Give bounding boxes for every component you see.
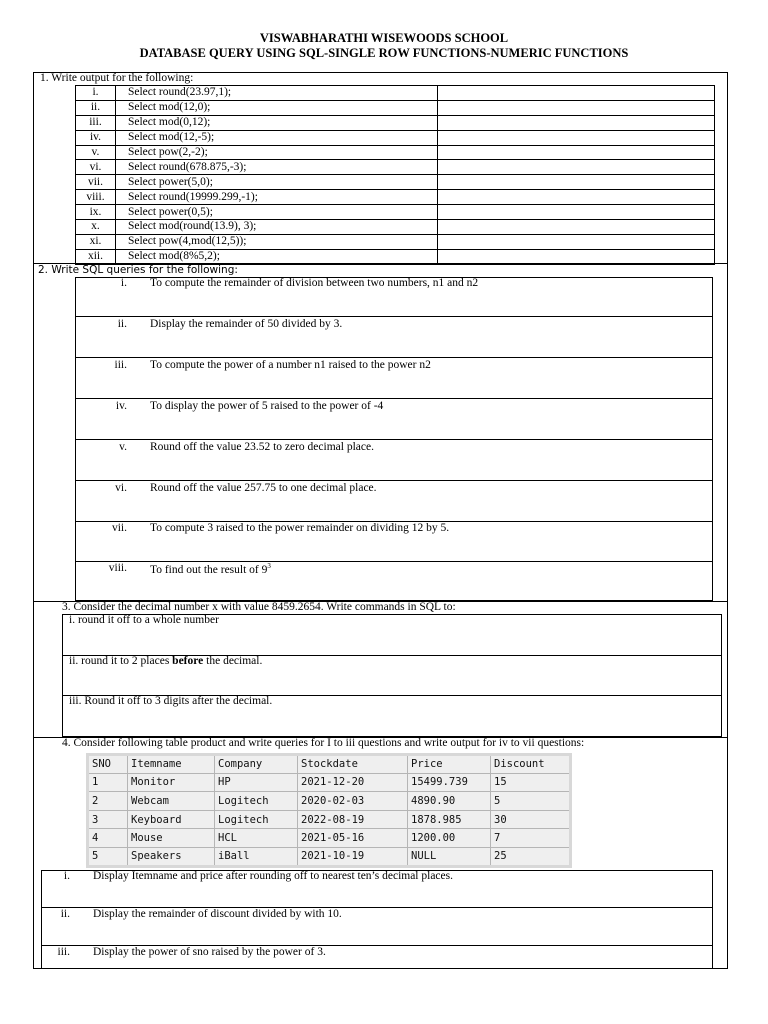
q1-item-number: iv. — [76, 130, 116, 145]
q1-answer-cell — [437, 115, 714, 130]
q2-item — [75, 441, 713, 481]
q1-row — [76, 130, 715, 145]
q2-item-number: i. — [120, 277, 127, 289]
table-cell: 2021-12-20 — [298, 773, 408, 792]
table-row — [88, 810, 571, 829]
q3-item-2: ii. round it to 2 places before the decimal. — [69, 655, 263, 667]
column-header: Price — [408, 755, 491, 774]
q1-item-number: vii. — [76, 175, 116, 190]
q2-item-label: Round off the value 23.52 to zero decimal place. — [150, 441, 374, 453]
column-header: Company — [215, 755, 298, 774]
table-cell: Logitech — [215, 810, 298, 829]
column-header: Discount — [491, 755, 571, 774]
q2-item — [75, 522, 713, 562]
table-cell: 1878.985 — [408, 810, 491, 829]
q3-item-1: i. round it off to a whole number — [69, 614, 219, 626]
table-cell: Monitor — [128, 773, 215, 792]
product-table-header — [88, 755, 571, 774]
q2-item-number: vi. — [115, 482, 127, 494]
q1-row — [76, 100, 715, 115]
q2-item — [75, 562, 713, 602]
table-cell: HP — [215, 773, 298, 792]
q2-item-text — [150, 400, 383, 412]
q1-answer-cell — [437, 160, 714, 175]
q1-title: 1. Write output for the following: — [40, 72, 194, 84]
q1-answer-cell — [437, 100, 714, 115]
q2-title: 2. Write SQL queries for the following: — [38, 264, 238, 276]
table-cell: 7 — [491, 829, 571, 848]
q2-item — [75, 318, 713, 358]
table-cell: 15499.739 — [408, 773, 491, 792]
q2-item-label: To compute 3 raised to the power remainder on dividing 12 by 5. — [150, 522, 450, 534]
table-cell: iBall — [215, 847, 298, 866]
q2-item — [75, 482, 713, 522]
q2-item-number: vii. — [111, 522, 127, 534]
q2-item-text — [150, 277, 478, 289]
q2-item-text — [150, 441, 374, 453]
q2-item — [75, 400, 713, 440]
table-cell: 2021-10-19 — [298, 847, 408, 866]
column-header: Stockdate — [298, 755, 408, 774]
table-cell: 2021-05-16 — [298, 829, 408, 848]
table-row — [88, 847, 571, 866]
q2-item-label: To compute the power of a number n1 raised to the power n2 — [150, 359, 431, 371]
q4-item-number: i. — [63, 870, 70, 882]
q4-item-number: ii. — [60, 908, 70, 920]
q3-item-3: iii. Round it off to 3 digits after the decimal. — [69, 695, 273, 707]
table-cell: 3 — [88, 810, 128, 829]
q2-item-text — [150, 482, 377, 494]
q3-title: 3. Consider the decimal number x with value 8459.2654. Write commands in SQL to: — [62, 601, 456, 613]
q4-item — [41, 946, 713, 984]
table-cell: 5 — [491, 792, 571, 811]
q1-answer-cell — [437, 86, 714, 101]
q1-answer-cell — [437, 249, 714, 264]
q2-item-label: Round off the value 257.75 to one decimal place. — [150, 482, 377, 494]
q2-item-number: iv. — [115, 400, 127, 412]
table-cell: 4890.90 — [408, 792, 491, 811]
q4-title: 4. Consider following table product and write queries for I to iii questions and write output for iv to vii questions: — [62, 737, 585, 749]
q1-item-query: Select mod(12,0); — [115, 100, 437, 115]
table-row — [88, 829, 571, 848]
q2-item-text — [150, 522, 449, 534]
table-cell: 1200.00 — [408, 829, 491, 848]
table-cell: 15 — [491, 773, 571, 792]
q1-answer-cell — [437, 145, 714, 160]
q2-item-label: To find out the result of 9 — [150, 563, 268, 576]
product-table — [86, 753, 572, 868]
q4-item-text: Display the remainder of discount divided by with 10. — [93, 908, 342, 920]
q2-item-label: To display the power of 5 raised to the power of -4 — [150, 400, 384, 412]
table-cell: HCL — [215, 829, 298, 848]
q1-row — [76, 205, 715, 220]
q1-answer-cell — [437, 175, 714, 190]
table-row — [88, 773, 571, 792]
q1-item-number: viii. — [76, 190, 116, 205]
q1-row — [76, 145, 715, 160]
q1-answer-cell — [437, 205, 714, 220]
table-cell: 1 — [88, 773, 128, 792]
q4-item-text: Display Itemname and price after rounding off to nearest ten’s decimal places. — [93, 870, 453, 882]
q1-row — [76, 175, 715, 190]
q2-item-number: viii. — [108, 562, 127, 574]
school-name: VISWABHARATHI WISEWOODS SCHOOL — [259, 31, 509, 45]
q3-answer-box — [62, 614, 722, 737]
q1-item-query: Select power(0,5); — [115, 205, 437, 220]
q2-item-number: ii. — [117, 318, 127, 330]
column-header: SNO — [88, 755, 128, 774]
q1-item-number: iii. — [76, 115, 116, 130]
q1-item-query: Select mod(12,-5); — [115, 130, 437, 145]
table-cell: Keyboard — [128, 810, 215, 829]
q1-row — [76, 86, 715, 101]
table-cell: Speakers — [128, 847, 215, 866]
q1-item-number: ii. — [76, 100, 116, 115]
q1-item-number: xi. — [76, 234, 116, 249]
q1-row — [76, 160, 715, 175]
q1-item-query: Select round(678.875,-3); — [115, 160, 437, 175]
table-cell: 5 — [88, 847, 128, 866]
q2-item-label: To compute the remainder of division between two numbers, n1 and n2 — [150, 277, 479, 289]
q1-row — [76, 249, 715, 264]
q1-answer-cell — [437, 220, 714, 235]
q4-item — [41, 908, 713, 946]
q2-item-number: v. — [119, 441, 127, 453]
q1-answer-cell — [437, 190, 714, 205]
q1-row — [76, 190, 715, 205]
q1-answer-cell — [437, 234, 714, 249]
q2-item-label: Display the remainder of 50 divided by 3. — [150, 318, 343, 330]
q1-item-number: ix. — [76, 205, 116, 220]
q1-answer-cell — [437, 130, 714, 145]
table-cell: 25 — [491, 847, 571, 866]
table-cell: 2022-08-19 — [298, 810, 408, 829]
q2-item-exponent: 3 — [267, 562, 271, 570]
column-header: Itemname — [128, 755, 215, 774]
q1-item-query: Select round(23.97,1); — [115, 86, 437, 101]
q1-item-query: Select pow(4,mod(12,5)); — [115, 234, 437, 249]
q2-item-number: iii. — [114, 359, 127, 371]
q2-item — [75, 359, 713, 399]
q4-item — [41, 870, 713, 908]
table-cell: Logitech — [215, 792, 298, 811]
table-cell: 4 — [88, 829, 128, 848]
q4-item-text: Display the power of sno raised by the power of 3. — [93, 946, 326, 958]
q1-item-query: Select mod(round(13.9), 3); — [115, 220, 437, 235]
q1-row — [76, 234, 715, 249]
q1-item-query: Select mod(8%5,2); — [115, 249, 437, 264]
table-cell: Mouse — [128, 829, 215, 848]
q1-item-query: Select mod(0,12); — [115, 115, 437, 130]
q2-item — [75, 277, 713, 317]
q4-item-number: iii. — [57, 946, 70, 958]
table-cell: NULL — [408, 847, 491, 866]
q1-row — [76, 115, 715, 130]
table-cell: 2 — [88, 792, 128, 811]
q2-item-text — [150, 562, 271, 576]
table-cell: 30 — [491, 810, 571, 829]
q1-table — [75, 85, 715, 265]
q1-row — [76, 220, 715, 235]
q1-item-query: Select power(5,0); — [115, 175, 437, 190]
q1-item-query: Select pow(2,-2); — [115, 145, 437, 160]
q2-item-text — [150, 318, 342, 330]
q1-item-number: x. — [76, 220, 116, 235]
q1-item-number: i. — [76, 86, 116, 101]
table-cell: Webcam — [128, 792, 215, 811]
q1-item-number: vi. — [76, 160, 116, 175]
table-cell: 2020-02-03 — [298, 792, 408, 811]
q1-item-query: Select round(19999.299,-1); — [115, 190, 437, 205]
q1-item-number: v. — [76, 145, 116, 160]
q2-item-text — [150, 359, 431, 371]
q1-item-number: xii. — [76, 249, 116, 264]
table-row — [88, 792, 571, 811]
worksheet-title: DATABASE QUERY USING SQL-SINGLE ROW FUNCTIONS-NUMERIC FUNCTIONS — [139, 46, 629, 60]
